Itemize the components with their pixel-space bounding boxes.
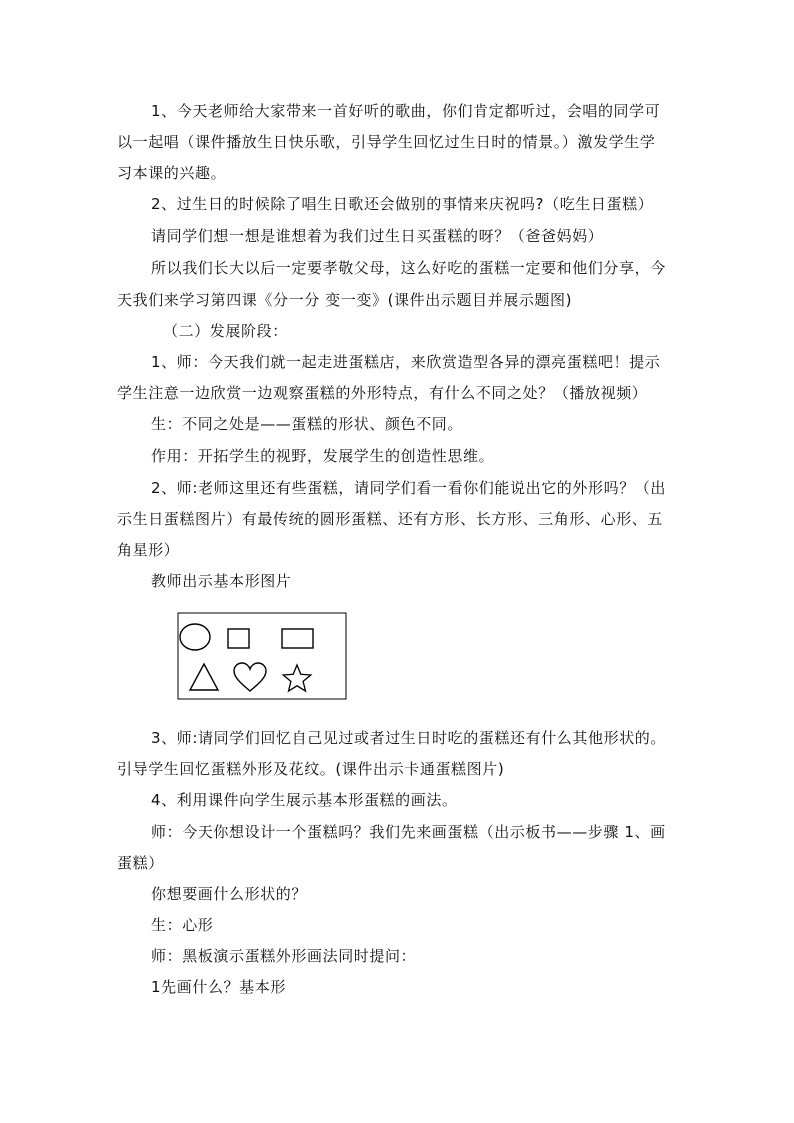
paragraph-line: 师：黑板演示蛋糕外形画法同时提问： [151, 947, 417, 965]
paragraph-line: 4、利用课件向学生展示基本形蛋糕的画法。 [151, 791, 458, 809]
paragraph-line: 教师出示基本形图片 [151, 572, 292, 590]
basic-shapes-figure [158, 605, 376, 709]
paragraph-line: 1、师：今天我们就一起走进蛋糕店，来欣赏造型各异的漂亮蛋糕吧！提示 [151, 353, 661, 371]
paragraph-line: 学生注意一边欣赏一边观察蛋糕的外形特点，有什么不同之处？（播放视频） [117, 384, 648, 402]
square-shape-icon [228, 629, 249, 648]
paragraph-line: 作用：开拓学生的视野，发展学生的创造性思维。 [151, 447, 495, 465]
paragraph-line: 2、师:老师这里还有些蛋糕，请同学们看一看你们能说出它的外形吗？（出 [151, 479, 667, 497]
circle-shape-icon [180, 624, 210, 650]
paragraph-line: 1先画什么？基本形 [151, 978, 286, 996]
paragraph-line: 以一起唱（课件播放生日快乐歌，引导学生回忆过生日时的情景。）激发学生学 [117, 133, 656, 151]
paragraph-line: 天我们来学习第四课《分一分 变一变》(课件出示题目并展示题图) [117, 291, 573, 309]
paragraph-line: 角星形） [117, 541, 180, 559]
section-heading: （二）发展阶段： [163, 322, 288, 340]
paragraph-line: 你想要画什么形状的？ [151, 885, 308, 903]
paragraph-line: 2、过生日的时候除了唱生日歌还会做别的事情来庆祝吗?（吃生日蛋糕） [151, 195, 654, 213]
paragraph-line: 习本课的兴趣。 [117, 164, 227, 182]
paragraph-line: 示生日蛋糕图片）有最传统的圆形蛋糕、还有方形、长方形、三角形、心形、五 [117, 510, 664, 528]
paragraph-line: 蛋糕） [117, 854, 164, 872]
paragraph-line: 所以我们长大以后一定要孝敬父母，这么好吃的蛋糕一定要和他们分享，今 [151, 259, 666, 277]
paragraph-line: 引导学生回忆蛋糕外形及花纹。(课件出示卡通蛋糕图片) [117, 760, 505, 778]
paragraph-line: 3、师:请同学们回忆自己见过或者过生日时吃的蛋糕还有什么其他形状的。 [151, 729, 667, 747]
paragraph-line: 师：今天你想设计一个蛋糕吗？我们先来画蛋糕（出示板书——步骤 1、画 [151, 823, 666, 841]
star-shape-icon [283, 665, 311, 691]
paragraph-line: 请同学们想一想是谁想着为我们过生日买蛋糕的呀？（爸爸妈妈） [151, 227, 604, 245]
paragraph-line: 1、今天老师给大家带来一首好听的歌曲，你们肯定都听过，会唱的同学可 [151, 102, 661, 120]
paragraph-line: 生：心形 [151, 916, 214, 934]
paragraph-line: 生：不同之处是——蛋糕的形状、颜色不同。 [151, 415, 464, 433]
rectangle-shape-icon [282, 629, 313, 648]
triangle-shape-icon [190, 664, 218, 690]
heart-shape-icon [234, 663, 266, 691]
